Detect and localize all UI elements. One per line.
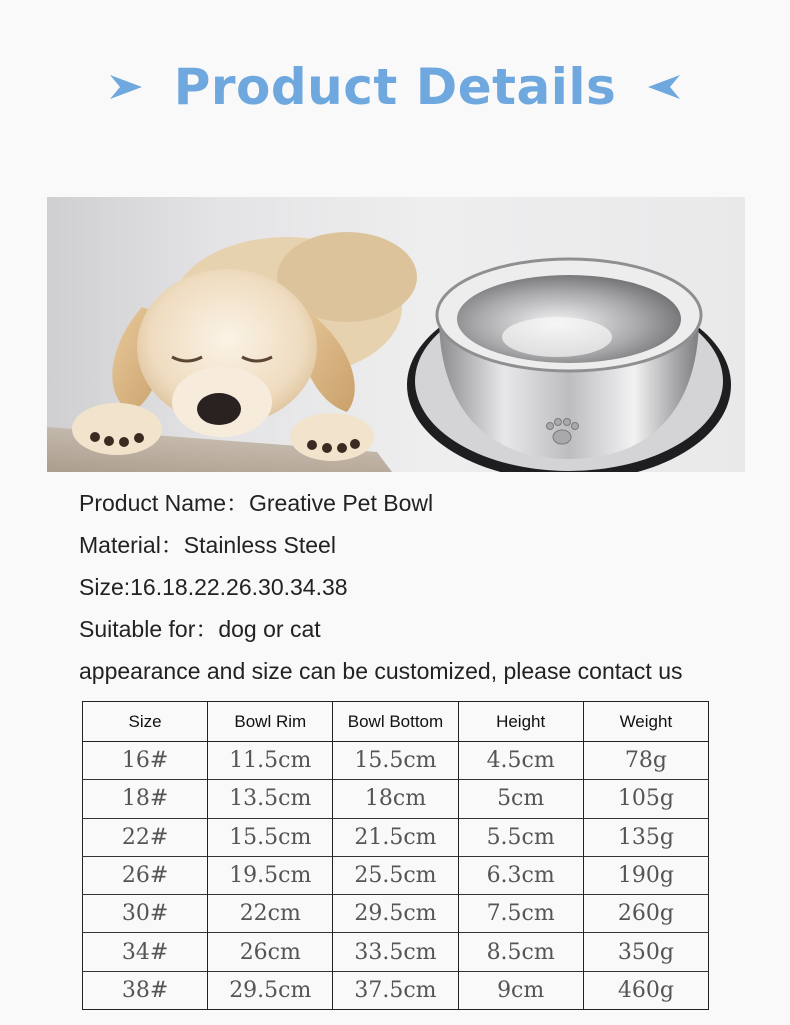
cell-weight: 105g (583, 780, 708, 818)
page-title: Product Details (173, 58, 617, 116)
cell-bowl-bottom: 37.5cm (333, 971, 458, 1009)
header-bowl-rim: Bowl Rim (208, 702, 333, 742)
cell-bowl-bottom: 25.5cm (333, 856, 458, 894)
cell-size: 16# (83, 742, 208, 780)
stainless-steel-bowl (407, 259, 731, 472)
cell-bowl-bottom: 15.5cm (333, 742, 458, 780)
cell-bowl-bottom: 21.5cm (333, 818, 458, 856)
table-header-row (83, 702, 709, 742)
cell-weight: 460g (583, 971, 708, 1009)
cell-bowl-rim: 15.5cm (208, 818, 333, 856)
cell-weight: 78g (583, 742, 708, 780)
table-row (83, 818, 709, 856)
header-bowl-bottom: Bowl Bottom (333, 702, 458, 742)
cell-weight: 135g (583, 818, 708, 856)
cell-bowl-rim: 29.5cm (208, 971, 333, 1009)
cell-bowl-bottom: 33.5cm (333, 933, 458, 971)
cell-size: 18# (83, 780, 208, 818)
cell-bowl-rim: 26cm (208, 933, 333, 971)
arrow-right-icon (108, 73, 144, 101)
cell-bowl-rim: 11.5cm (208, 742, 333, 780)
table-row (83, 856, 709, 894)
cell-bowl-rim: 22cm (208, 895, 333, 933)
cell-height: 5cm (458, 780, 583, 818)
cell-size: 30# (83, 895, 208, 933)
arrow-left-icon (646, 73, 682, 101)
table-row (83, 933, 709, 971)
cell-size: 38# (83, 971, 208, 1009)
cell-height: 6.3cm (458, 856, 583, 894)
table-row (83, 895, 709, 933)
product-info (79, 486, 759, 696)
table-row (83, 971, 709, 1009)
suitable-line: Suitable for：dog or cat (79, 616, 321, 642)
cell-weight: 350g (583, 933, 708, 971)
size-table-container (82, 701, 709, 1010)
page-header (0, 52, 790, 122)
cell-weight: 190g (583, 856, 708, 894)
cell-bowl-rim: 13.5cm (208, 780, 333, 818)
header-height: Height (458, 702, 583, 742)
header-size: Size (83, 702, 208, 742)
cell-size: 22# (83, 818, 208, 856)
customization-note: appearance and size can be customized, please contact us (79, 658, 683, 684)
size-table (82, 701, 709, 1010)
cell-size: 26# (83, 856, 208, 894)
product-name-line: Product Name：Greative Pet Bowl (79, 490, 434, 516)
material-line: Material：Stainless Steel (79, 532, 336, 558)
cell-height: 5.5cm (458, 818, 583, 856)
product-hero-image (47, 197, 745, 472)
size-line: Size:16.18.22.26.30.34.38 (79, 574, 348, 600)
cell-bowl-rim: 19.5cm (208, 856, 333, 894)
cell-height: 8.5cm (458, 933, 583, 971)
cell-height: 9cm (458, 971, 583, 1009)
table-row (83, 780, 709, 818)
table-row (83, 742, 709, 780)
cell-bowl-bottom: 29.5cm (333, 895, 458, 933)
sleeping-puppy (72, 232, 417, 461)
cell-weight: 260g (583, 895, 708, 933)
cell-size: 34# (83, 933, 208, 971)
cell-bowl-bottom: 18cm (333, 780, 458, 818)
header-weight: Weight (619, 711, 673, 731)
cell-height: 4.5cm (458, 742, 583, 780)
cell-height: 7.5cm (458, 895, 583, 933)
